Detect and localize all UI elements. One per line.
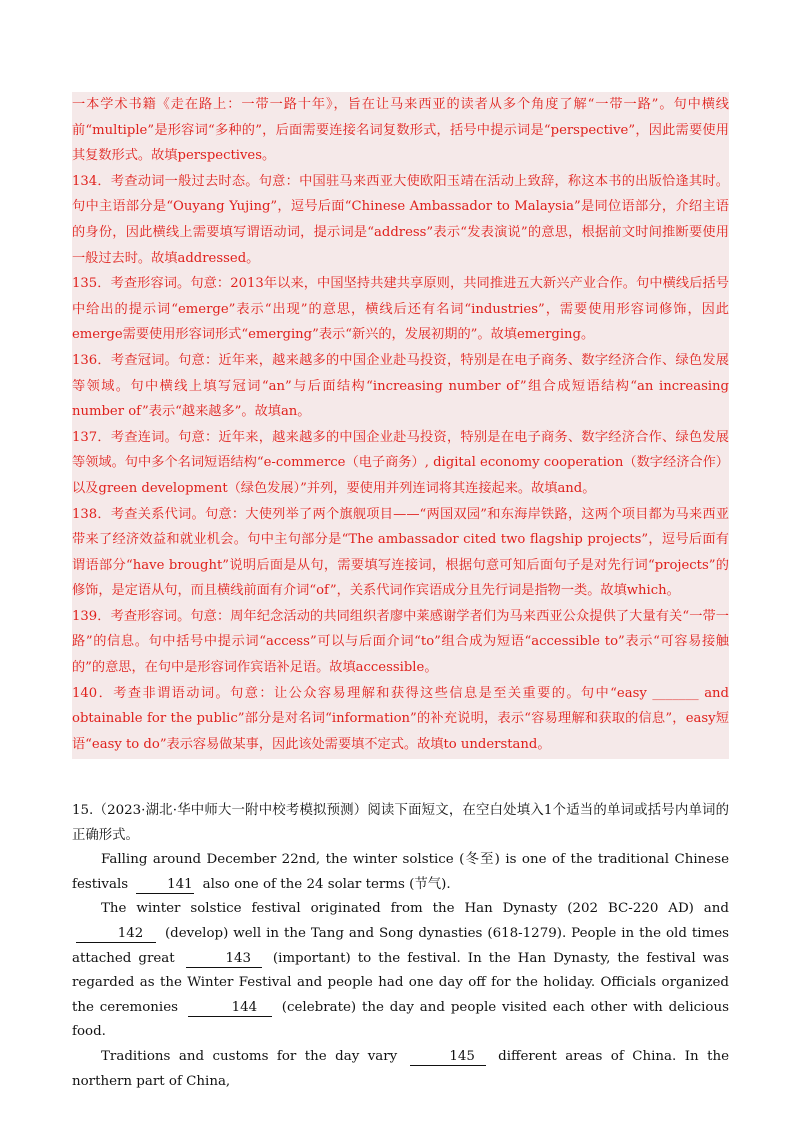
answer-134: 134．考查动词一般过去时态。句意：中国驻马来西亚大使欧阳玉靖在活动上致辞，称这本书的出版恰逢其时。句中主语部分是“Ouyang Yujing”，逗号后面“Chinese Ambassador to Malaysia”是同位语部分，介绍主语的身份，因此横线上需要填写谓语动词，提示词是“address”表示“发表演说”的意思，根据前文时间推断要使用一般过去时。故填addressed。 bbox=[72, 173, 729, 266]
answer-135: 135．考查形容词。句意：2013年以来，中国坚持共建共享原则，共同推进五大新兴产业合作。句中横线后括号中给出的提示词“emerge”表示“出现”的意思，横线后还有名词“industries”，需要使用形容词修饰，因此emerge需要使用形容词形式“emerging”表示“新兴的，发展初期的”。故填emerging。 bbox=[72, 276, 729, 343]
passage-text: (important) to the festival. In the Han Dynasty, the festival was regarded as the Winter Festival and people had one day off for the holiday. Officials organized the ceremonies bbox=[72, 950, 730, 1015]
answer-133-continued: 一本学术书籍《走在路上：一带一路十年》，旨在让马来西亚的读者从多个角度了解“一带一路”。句中横线前“multiple”是形容词“多种的”，后面需要连接名词复数形式，括号中提示词是“perspective”，因此需要使用其复数形式。故填perspectives。 bbox=[72, 97, 729, 164]
passage-text: Traditions and customs for the day vary bbox=[101, 1048, 398, 1064]
answer-137: 137．考查连词。句意：近年来，越来越多的中国企业赴马投资，特别是在电子商务、数字经济合作、绿色发展等领域。句中多个名词短语结构“e-commerce（电子商务）, digital economy cooperation（数字经济合作）以及green development（绿色发展）”并列，要使用并列连词将其连接起来。故填and。 bbox=[72, 429, 729, 496]
passage-text: also one of the 24 solar terms (节气). bbox=[202, 876, 451, 892]
blank-142: 142 bbox=[76, 925, 156, 943]
passage-paragraph-3 bbox=[72, 1045, 729, 1094]
blank-144: 144 bbox=[188, 999, 272, 1017]
passage-text: different areas of China. In the northern part of China, bbox=[72, 1048, 729, 1089]
answer-140: 140．考查非谓语动词。句意：让公众容易理解和获得这些信息是至关重要的。句中“easy _______ and obtainable for the public”部分是对名词“information”的补充说明，表示“容易理解和获取的信息”，easy短语“easy to do”表示容易做某事，因此该处需要填不定式。故填to understand。 bbox=[72, 685, 729, 752]
blank-145: 145 bbox=[410, 1048, 486, 1066]
passage-text: The winter solstice festival originated from the Han Dynasty (202 BC-220 AD) and bbox=[101, 901, 729, 917]
passage-paragraph-2 bbox=[72, 897, 729, 1045]
passage-text: (develop) well in the Tang and Song dynasties (618-1279). People in the old times attached great bbox=[72, 925, 729, 966]
answer-explanations bbox=[72, 92, 729, 759]
passage-paragraph-1 bbox=[72, 848, 729, 897]
question-header: 15.（2023·湖北·华中师大一附中校考模拟预测）阅读下面短文，在空白处填入1个适当的单词或括号内单词的正确形式。 bbox=[72, 803, 729, 843]
passage-text: (celebrate) the day and people visited each other with delicious food. bbox=[72, 999, 729, 1040]
passage-text: Falling around December 22nd, the winter solstice (冬至) is one of the traditional Chinese festivals bbox=[72, 852, 729, 892]
answer-138: 138．考查关系代词。句意：大使列举了两个旗舰项目——“两国双园”和东海岸铁路，这两个项目都为马来西亚带来了经济效益和就业机会。句中主句部分是“The ambassador cited two flagship projects”，逗号后面有谓语部分“have brought”说明后面是从句，需要填写连接词，根据句意可知后面句子是对先行词“projects”的修饰，是定语从句，而且横线前面有介词“of”，关系代词作宾语成分且先行词是指物一类。故填which。 bbox=[72, 506, 729, 599]
answer-136: 136．考查冠词。句意：近年来，越来越多的中国企业赴马投资，特别是在电子商务、数字经济合作、绿色发展等领域。句中横线上填写冠词“an”与后面结构“increasing number of”组合成短语结构“an increasing number of”表示“越来越多”。故填an。 bbox=[72, 352, 729, 420]
blank-141: 141 bbox=[136, 876, 194, 894]
blank-143: 143 bbox=[186, 950, 262, 968]
answer-139: 139．考查形容词。句意：周年纪念活动的共同组织者廖中莱感谢学者们为马来西亚公众提供了大量有关“一带一路”的信息。句中括号中提示词“access”可以与后面介词“to”组合成为短语“accessible to”表示“可容易接触的”的意思，在句中是形容词作宾语补足语。故填accessible。 bbox=[72, 608, 729, 676]
question-15 bbox=[72, 799, 729, 1094]
